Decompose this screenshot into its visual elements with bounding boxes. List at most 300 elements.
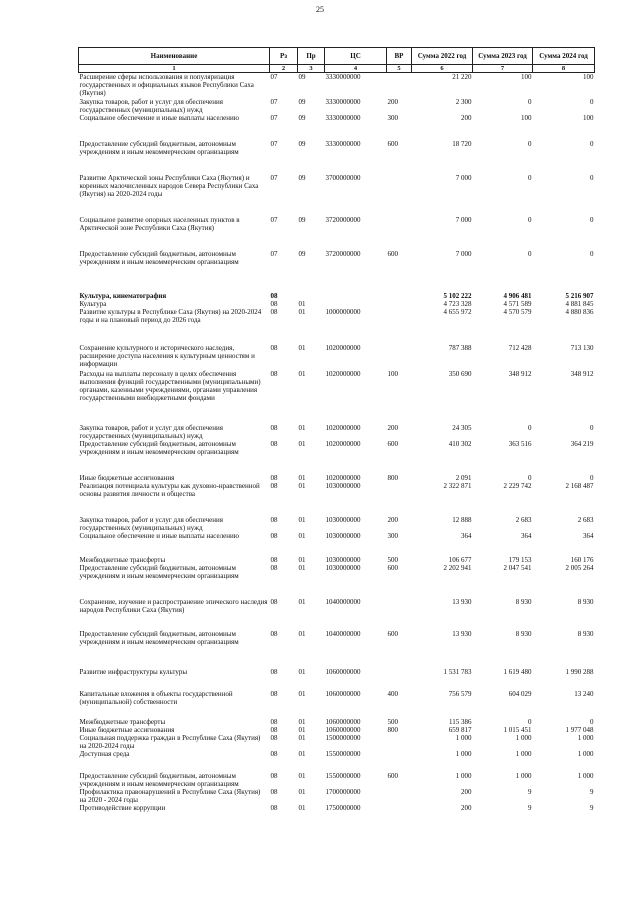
header-row bbox=[79, 48, 595, 65]
row-vr: 200 bbox=[387, 98, 398, 106]
column-index: 2 bbox=[270, 65, 298, 73]
row-vr bbox=[387, 482, 412, 516]
row-sum-2022: 13 930 bbox=[452, 598, 472, 606]
row-rz: 08 bbox=[270, 726, 278, 734]
table-row bbox=[79, 98, 595, 114]
row-cs: 3330000000 bbox=[325, 114, 361, 122]
row-rz: 08 bbox=[270, 474, 278, 482]
row-sum-2024: 364 bbox=[583, 532, 594, 540]
row-cs: 1030000000 bbox=[325, 532, 361, 540]
row-cs: 3330000000 bbox=[325, 73, 361, 81]
row-vr bbox=[387, 734, 412, 750]
row-sum-2024: 2 005 264 bbox=[565, 564, 594, 572]
row-sum-2022: 2 202 941 bbox=[443, 564, 472, 572]
row-cs: 1020000000 bbox=[325, 474, 361, 482]
row-name: Культура, кинематография bbox=[79, 292, 167, 300]
row-rz: 07 bbox=[270, 216, 278, 224]
row-sum-2024: 100 bbox=[583, 114, 594, 122]
row-sum-2022: 7 000 bbox=[455, 250, 472, 258]
table-row bbox=[79, 174, 595, 216]
row-cs: 1020000000 bbox=[325, 370, 361, 378]
row-pr: 09 bbox=[298, 140, 306, 148]
row-sum-2024: 0 bbox=[590, 718, 594, 726]
row-name: Предоставление субсидий бюджетным, автономным учреждениям и иным некоммерческим организациям bbox=[79, 250, 239, 266]
row-sum-2022: 756 579 bbox=[448, 690, 472, 698]
table-row bbox=[79, 564, 595, 598]
row-sum-2023: 2 683 bbox=[515, 516, 532, 524]
table-row bbox=[79, 308, 595, 344]
header-vr: ВР bbox=[387, 48, 412, 65]
row-cs: 1040000000 bbox=[325, 630, 361, 638]
row-sum-2022: 1 531 783 bbox=[443, 668, 472, 676]
row-sum-2022: 13 930 bbox=[452, 630, 472, 638]
row-sum-2024: 364 219 bbox=[570, 440, 594, 448]
row-vr: 800 bbox=[387, 726, 398, 734]
row-sum-2023: 1 015 451 bbox=[503, 726, 532, 734]
row-sum-2022: 5 102 222 bbox=[443, 292, 472, 300]
row-vr bbox=[387, 292, 412, 300]
row-sum-2023: 363 516 bbox=[508, 440, 532, 448]
row-sum-2024: 4 880 836 bbox=[565, 308, 594, 316]
row-sum-2024: 13 240 bbox=[574, 690, 594, 698]
row-sum-2023: 712 428 bbox=[508, 344, 532, 352]
column-index: 6 bbox=[412, 65, 473, 73]
row-vr bbox=[387, 308, 412, 344]
row-rz: 08 bbox=[270, 516, 278, 524]
row-sum-2024: 4 881 845 bbox=[565, 300, 594, 308]
row-vr: 100 bbox=[387, 370, 398, 378]
row-sum-2023: 0 bbox=[528, 424, 532, 432]
row-vr bbox=[387, 598, 412, 630]
row-name: Межбюджетные трансферты bbox=[79, 556, 166, 564]
table-row bbox=[79, 556, 595, 564]
row-pr: 01 bbox=[298, 718, 306, 726]
row-vr: 600 bbox=[387, 564, 398, 572]
row-cs: 1550000000 bbox=[325, 750, 361, 758]
row-sum-2023: 9 bbox=[528, 804, 532, 812]
row-cs: 3330000000 bbox=[325, 140, 361, 148]
header-cs: ЦС bbox=[325, 48, 387, 65]
row-sum-2023: 364 bbox=[521, 532, 532, 540]
row-sum-2023: 4 570 579 bbox=[503, 308, 532, 316]
budget-table bbox=[78, 47, 595, 812]
table-row bbox=[79, 474, 595, 482]
row-cs: 1500000000 bbox=[325, 734, 361, 742]
row-name: Предоставление субсидий бюджетным, автономным учреждениям и иным некоммерческим организациям bbox=[79, 630, 239, 646]
table-row bbox=[79, 516, 595, 532]
row-sum-2024: 8 930 bbox=[577, 630, 594, 638]
row-vr: 600 bbox=[387, 140, 398, 148]
row-name: Противодействие коррупции bbox=[79, 804, 166, 812]
column-index-row bbox=[79, 65, 595, 73]
row-name: Предоставление субсидий бюджетным, автономным учреждениям и иным некоммерческим организациям bbox=[79, 440, 239, 456]
row-sum-2022: 7 000 bbox=[455, 174, 472, 182]
row-rz: 08 bbox=[270, 440, 278, 448]
row-name: Предоставление субсидий бюджетным, автономным учреждениям и иным некоммерческим организациям bbox=[79, 140, 239, 156]
table-row bbox=[79, 630, 595, 668]
row-sum-2024: 2 683 bbox=[577, 516, 594, 524]
row-rz: 08 bbox=[270, 370, 278, 378]
row-rz: 08 bbox=[270, 750, 278, 758]
table-row bbox=[79, 804, 595, 812]
row-sum-2022: 787 388 bbox=[448, 344, 472, 352]
row-sum-2023: 0 bbox=[528, 718, 532, 726]
row-sum-2023: 100 bbox=[521, 114, 532, 122]
row-name: Развитие Арктической зоны Республики Саха (Якутия) и коренных малочисленных народов Севера Республики Саха (Якутия) на 2020-2024 годы bbox=[79, 174, 259, 198]
row-sum-2023: 0 bbox=[528, 174, 532, 182]
row-rz: 07 bbox=[270, 140, 278, 148]
row-name: Расходы на выплаты персоналу в целях обеспечения выполнения функций государственными (муниципальными) органами, казенными учреждениями, органами управления государственными внебюджетными фондами bbox=[79, 370, 261, 402]
column-index: 4 bbox=[325, 65, 387, 73]
row-sum-2024: 0 bbox=[590, 174, 594, 182]
row-rz: 08 bbox=[270, 668, 278, 676]
table-row bbox=[79, 370, 595, 424]
table-row bbox=[79, 300, 595, 308]
table-row bbox=[79, 690, 595, 718]
row-pr: 01 bbox=[298, 772, 306, 780]
row-vr: 600 bbox=[387, 440, 398, 448]
row-sum-2024: 0 bbox=[590, 250, 594, 258]
table-row bbox=[79, 482, 595, 516]
row-pr: 09 bbox=[298, 250, 306, 258]
row-pr: 09 bbox=[298, 114, 306, 122]
row-cs: 1060000000 bbox=[325, 690, 361, 698]
row-sum-2023: 2 047 541 bbox=[503, 564, 532, 572]
table-row bbox=[79, 718, 595, 726]
row-sum-2024: 9 bbox=[590, 788, 594, 796]
row-vr bbox=[387, 174, 412, 216]
row-name: Капитальные вложения в объекты государственной (муниципальной) собственности bbox=[79, 690, 233, 706]
row-vr bbox=[387, 73, 412, 99]
row-cs: 1040000000 bbox=[325, 598, 361, 606]
row-pr: 01 bbox=[298, 598, 306, 606]
row-vr: 300 bbox=[387, 532, 398, 540]
row-pr: 01 bbox=[298, 556, 306, 564]
row-sum-2022: 2 091 bbox=[455, 474, 472, 482]
row-pr: 09 bbox=[298, 216, 306, 224]
header-sum-2022: Сумма 2022 год bbox=[412, 48, 473, 65]
header-sum-2024: Сумма 2024 год bbox=[533, 48, 595, 65]
row-sum-2024: 0 bbox=[590, 474, 594, 482]
table-row bbox=[79, 734, 595, 750]
row-vr: 200 bbox=[387, 424, 398, 432]
row-sum-2023: 9 bbox=[528, 788, 532, 796]
row-vr: 400 bbox=[387, 690, 398, 698]
row-sum-2023: 0 bbox=[528, 216, 532, 224]
row-rz: 07 bbox=[270, 114, 278, 122]
row-vr bbox=[387, 344, 412, 370]
row-pr: 01 bbox=[298, 424, 306, 432]
row-rz: 08 bbox=[270, 718, 278, 726]
row-name: Социальная поддержка граждан в Республике Саха (Якутия) на 2020-2024 годы bbox=[79, 734, 261, 750]
row-cs bbox=[325, 300, 387, 308]
row-name: Предоставление субсидий бюджетным, автономным учреждениям и иным некоммерческим организациям bbox=[79, 772, 239, 788]
row-sum-2023: 1 000 bbox=[515, 750, 532, 758]
row-sum-2023: 0 bbox=[528, 98, 532, 106]
row-sum-2022: 1 000 bbox=[455, 734, 472, 742]
table-row bbox=[79, 344, 595, 370]
row-sum-2024: 1 990 288 bbox=[565, 668, 594, 676]
row-pr: 01 bbox=[298, 344, 306, 352]
row-vr bbox=[387, 668, 412, 690]
row-name: Межбюджетные трансферты bbox=[79, 718, 166, 726]
row-cs: 1750000000 bbox=[325, 804, 361, 812]
column-index: 7 bbox=[473, 65, 533, 73]
row-sum-2022: 115 386 bbox=[449, 718, 472, 726]
table-row bbox=[79, 114, 595, 140]
row-sum-2022: 2 322 871 bbox=[443, 482, 472, 490]
row-cs: 1030000000 bbox=[325, 556, 361, 564]
row-pr: 01 bbox=[298, 690, 306, 698]
row-pr: 01 bbox=[298, 726, 306, 734]
row-rz: 08 bbox=[270, 630, 278, 638]
row-rz: 08 bbox=[270, 292, 278, 300]
row-name: Иные бюджетные ассигнования bbox=[79, 726, 175, 734]
row-name: Развитие культуры в Республике Саха (Якутия) на 2020-2024 годы и на плановый период до 2026 года bbox=[79, 308, 262, 324]
row-sum-2023: 4 906 481 bbox=[503, 292, 532, 300]
row-cs: 1020000000 bbox=[325, 424, 361, 432]
row-sum-2022: 106 677 bbox=[448, 556, 472, 564]
table-row bbox=[79, 292, 595, 300]
row-sum-2022: 4 723 328 bbox=[443, 300, 472, 308]
row-pr: 01 bbox=[298, 668, 306, 676]
header-sum-2023: Сумма 2023 год bbox=[473, 48, 533, 65]
row-cs: 1550000000 bbox=[325, 772, 361, 780]
row-sum-2023: 0 bbox=[528, 140, 532, 148]
table-row bbox=[79, 668, 595, 690]
row-rz: 07 bbox=[270, 174, 278, 182]
row-sum-2022: 659 817 bbox=[448, 726, 472, 734]
row-sum-2024: 1 000 bbox=[577, 772, 594, 780]
row-sum-2023: 1 000 bbox=[515, 734, 532, 742]
row-cs: 1030000000 bbox=[325, 482, 361, 490]
row-name: Закупка товаров, работ и услуг для обеспечения государственных (муниципальных) нужд bbox=[79, 516, 223, 532]
row-cs: 1000000000 bbox=[325, 308, 361, 316]
row-cs: 1020000000 bbox=[325, 440, 361, 448]
row-rz: 07 bbox=[270, 250, 278, 258]
row-vr: 800 bbox=[387, 474, 398, 482]
table-row bbox=[79, 598, 595, 630]
row-sum-2023: 604 029 bbox=[508, 690, 532, 698]
row-rz: 08 bbox=[270, 300, 278, 308]
row-sum-2022: 24 305 bbox=[452, 424, 472, 432]
row-sum-2024: 1 000 bbox=[577, 734, 594, 742]
row-cs: 1030000000 bbox=[325, 564, 361, 572]
row-name: Культура bbox=[79, 300, 107, 308]
row-sum-2024: 2 168 487 bbox=[565, 482, 594, 490]
row-pr: 01 bbox=[298, 734, 306, 742]
row-sum-2024: 1 000 bbox=[577, 750, 594, 758]
row-rz: 08 bbox=[270, 532, 278, 540]
row-sum-2023: 8 930 bbox=[515, 598, 532, 606]
row-pr: 01 bbox=[298, 516, 306, 524]
column-index: 5 bbox=[387, 65, 412, 73]
row-cs: 3700000000 bbox=[325, 174, 361, 182]
row-name: Расширение сферы использования и популяризация государственных и официальных языков Республики Саха (Якутия) bbox=[79, 73, 254, 97]
row-pr: 09 bbox=[298, 98, 306, 106]
row-cs: 3720000000 bbox=[325, 250, 361, 258]
row-name: Доступная среда bbox=[79, 750, 130, 758]
row-sum-2024: 5 216 907 bbox=[565, 292, 594, 300]
row-pr: 01 bbox=[298, 370, 306, 378]
row-sum-2023: 8 930 bbox=[515, 630, 532, 638]
row-rz: 08 bbox=[270, 734, 278, 742]
row-sum-2022: 1 000 bbox=[455, 750, 472, 758]
row-vr bbox=[387, 804, 412, 812]
row-rz: 08 bbox=[270, 308, 278, 316]
row-sum-2022: 410 302 bbox=[448, 440, 472, 448]
row-sum-2022: 200 bbox=[461, 114, 472, 122]
row-sum-2022: 350 690 bbox=[448, 370, 472, 378]
row-cs: 1060000000 bbox=[325, 718, 361, 726]
row-rz: 08 bbox=[270, 598, 278, 606]
row-name: Закупка товаров, работ и услуг для обеспечения государственных (муниципальных) нужд bbox=[79, 98, 223, 114]
row-sum-2023: 179 153 bbox=[508, 556, 532, 564]
row-sum-2022: 7 000 bbox=[455, 216, 472, 224]
column-index: 8 bbox=[533, 65, 595, 73]
row-rz: 08 bbox=[270, 690, 278, 698]
row-sum-2022: 1 000 bbox=[455, 772, 472, 780]
row-sum-2022: 12 888 bbox=[452, 516, 472, 524]
row-cs: 1700000000 bbox=[325, 788, 361, 796]
table-row bbox=[79, 788, 595, 804]
row-name: Развитие инфраструктуры культуры bbox=[79, 668, 188, 676]
row-pr bbox=[298, 292, 325, 300]
row-sum-2023: 0 bbox=[528, 474, 532, 482]
row-sum-2022: 4 655 972 bbox=[443, 308, 472, 316]
row-name: Иные бюджетные ассигнования bbox=[79, 474, 175, 482]
table-row bbox=[79, 216, 595, 250]
row-pr: 01 bbox=[298, 474, 306, 482]
row-sum-2022: 18 720 bbox=[452, 140, 472, 148]
row-cs: 3330000000 bbox=[325, 98, 361, 106]
row-rz: 08 bbox=[270, 482, 278, 490]
row-vr: 500 bbox=[387, 718, 398, 726]
row-pr: 09 bbox=[298, 73, 306, 81]
row-vr bbox=[387, 300, 412, 308]
row-vr: 200 bbox=[387, 516, 398, 524]
table-row bbox=[79, 424, 595, 440]
table-row bbox=[79, 73, 595, 99]
row-sum-2024: 8 930 bbox=[577, 598, 594, 606]
row-pr: 01 bbox=[298, 300, 306, 308]
row-pr: 01 bbox=[298, 804, 306, 812]
row-sum-2023: 0 bbox=[528, 250, 532, 258]
row-pr: 01 bbox=[298, 788, 306, 796]
table-row bbox=[79, 440, 595, 474]
row-sum-2024: 160 176 bbox=[570, 556, 594, 564]
row-pr: 01 bbox=[298, 532, 306, 540]
header-rz: Рз bbox=[270, 48, 298, 65]
row-sum-2024: 100 bbox=[583, 73, 594, 81]
row-vr: 500 bbox=[387, 556, 398, 564]
row-rz: 07 bbox=[270, 73, 278, 81]
row-name: Профилактика правонарушений в Республике Саха (Якутия) на 2020 - 2024 годы bbox=[79, 788, 261, 804]
row-name: Реализация потенциала культуры как духовно-нравственной основы развития личности и общества bbox=[79, 482, 260, 498]
row-vr: 600 bbox=[387, 630, 398, 638]
row-pr: 01 bbox=[298, 564, 306, 572]
row-vr: 600 bbox=[387, 772, 398, 780]
row-pr: 01 bbox=[298, 630, 306, 638]
row-pr: 09 bbox=[298, 174, 306, 182]
row-sum-2024: 0 bbox=[590, 424, 594, 432]
row-name: Социальное обеспечение и иные выплаты населению bbox=[79, 532, 239, 540]
row-name: Предоставление субсидий бюджетным, автономным учреждениям и иным некоммерческим организациям bbox=[79, 564, 239, 580]
row-pr: 01 bbox=[298, 750, 306, 758]
row-rz: 08 bbox=[270, 772, 278, 780]
column-index: 3 bbox=[298, 65, 325, 73]
row-rz: 07 bbox=[270, 98, 278, 106]
row-sum-2024: 713 130 bbox=[570, 344, 594, 352]
row-rz: 08 bbox=[270, 344, 278, 352]
row-sum-2024: 0 bbox=[590, 140, 594, 148]
row-vr: 300 bbox=[387, 114, 398, 122]
row-pr: 01 bbox=[298, 482, 306, 490]
row-sum-2023: 4 571 589 bbox=[503, 300, 532, 308]
row-rz: 08 bbox=[270, 788, 278, 796]
row-cs bbox=[325, 292, 387, 300]
row-pr: 01 bbox=[298, 440, 306, 448]
row-sum-2024: 1 977 048 bbox=[565, 726, 594, 734]
row-name: Закупка товаров, работ и услуг для обеспечения государственных (муниципальных) нужд bbox=[79, 424, 223, 440]
row-cs: 1060000000 bbox=[325, 668, 361, 676]
table-row bbox=[79, 750, 595, 772]
table-body bbox=[79, 73, 595, 813]
row-sum-2022: 200 bbox=[461, 804, 472, 812]
page-number: 25 bbox=[316, 5, 324, 14]
row-name: Социальное обеспечение и иные выплаты населению bbox=[79, 114, 239, 122]
row-cs: 1020000000 bbox=[325, 344, 361, 352]
table-row bbox=[79, 140, 595, 174]
table-row bbox=[79, 772, 595, 788]
row-sum-2024: 0 bbox=[590, 216, 594, 224]
row-vr: 600 bbox=[387, 250, 398, 258]
row-sum-2023: 2 229 742 bbox=[503, 482, 532, 490]
header-pr: Пр bbox=[298, 48, 325, 65]
row-sum-2024: 0 bbox=[590, 98, 594, 106]
row-sum-2023: 348 912 bbox=[508, 370, 532, 378]
row-vr bbox=[387, 750, 412, 772]
row-rz: 08 bbox=[270, 556, 278, 564]
row-name: Сохранение, изучение и распространение эпического наследия народов Республики Саха (Якутия) bbox=[79, 598, 268, 614]
row-sum-2022: 21 220 bbox=[452, 73, 472, 81]
table-row bbox=[79, 532, 595, 556]
table-row bbox=[79, 726, 595, 734]
row-rz: 08 bbox=[270, 804, 278, 812]
row-vr bbox=[387, 216, 412, 250]
row-sum-2022: 200 bbox=[461, 788, 472, 796]
row-sum-2024: 348 912 bbox=[570, 370, 594, 378]
row-sum-2024: 9 bbox=[590, 804, 594, 812]
row-sum-2022: 2 300 bbox=[455, 98, 472, 106]
row-sum-2023: 1 000 bbox=[515, 772, 532, 780]
row-sum-2023: 100 bbox=[521, 73, 532, 81]
row-name: Социальное развитие опорных населенных пунктов в Арктической зоне Республики Саха (Якутия) bbox=[79, 216, 240, 232]
row-rz: 08 bbox=[270, 564, 278, 572]
row-rz: 08 bbox=[270, 424, 278, 432]
row-sum-2022: 364 bbox=[461, 532, 472, 540]
column-index: 1 bbox=[79, 65, 270, 73]
row-cs: 1030000000 bbox=[325, 516, 361, 524]
row-name: Сохранение культурного и исторического наследия, расширение доступа населения к культурным ценностям и информации bbox=[79, 344, 255, 368]
table-row bbox=[79, 250, 595, 292]
row-sum-2023: 1 619 480 bbox=[503, 668, 532, 676]
header-name: Наименование bbox=[79, 48, 270, 65]
row-cs: 1060000000 bbox=[325, 726, 361, 734]
row-cs: 3720000000 bbox=[325, 216, 361, 224]
row-vr bbox=[387, 788, 412, 804]
row-pr: 01 bbox=[298, 308, 306, 316]
